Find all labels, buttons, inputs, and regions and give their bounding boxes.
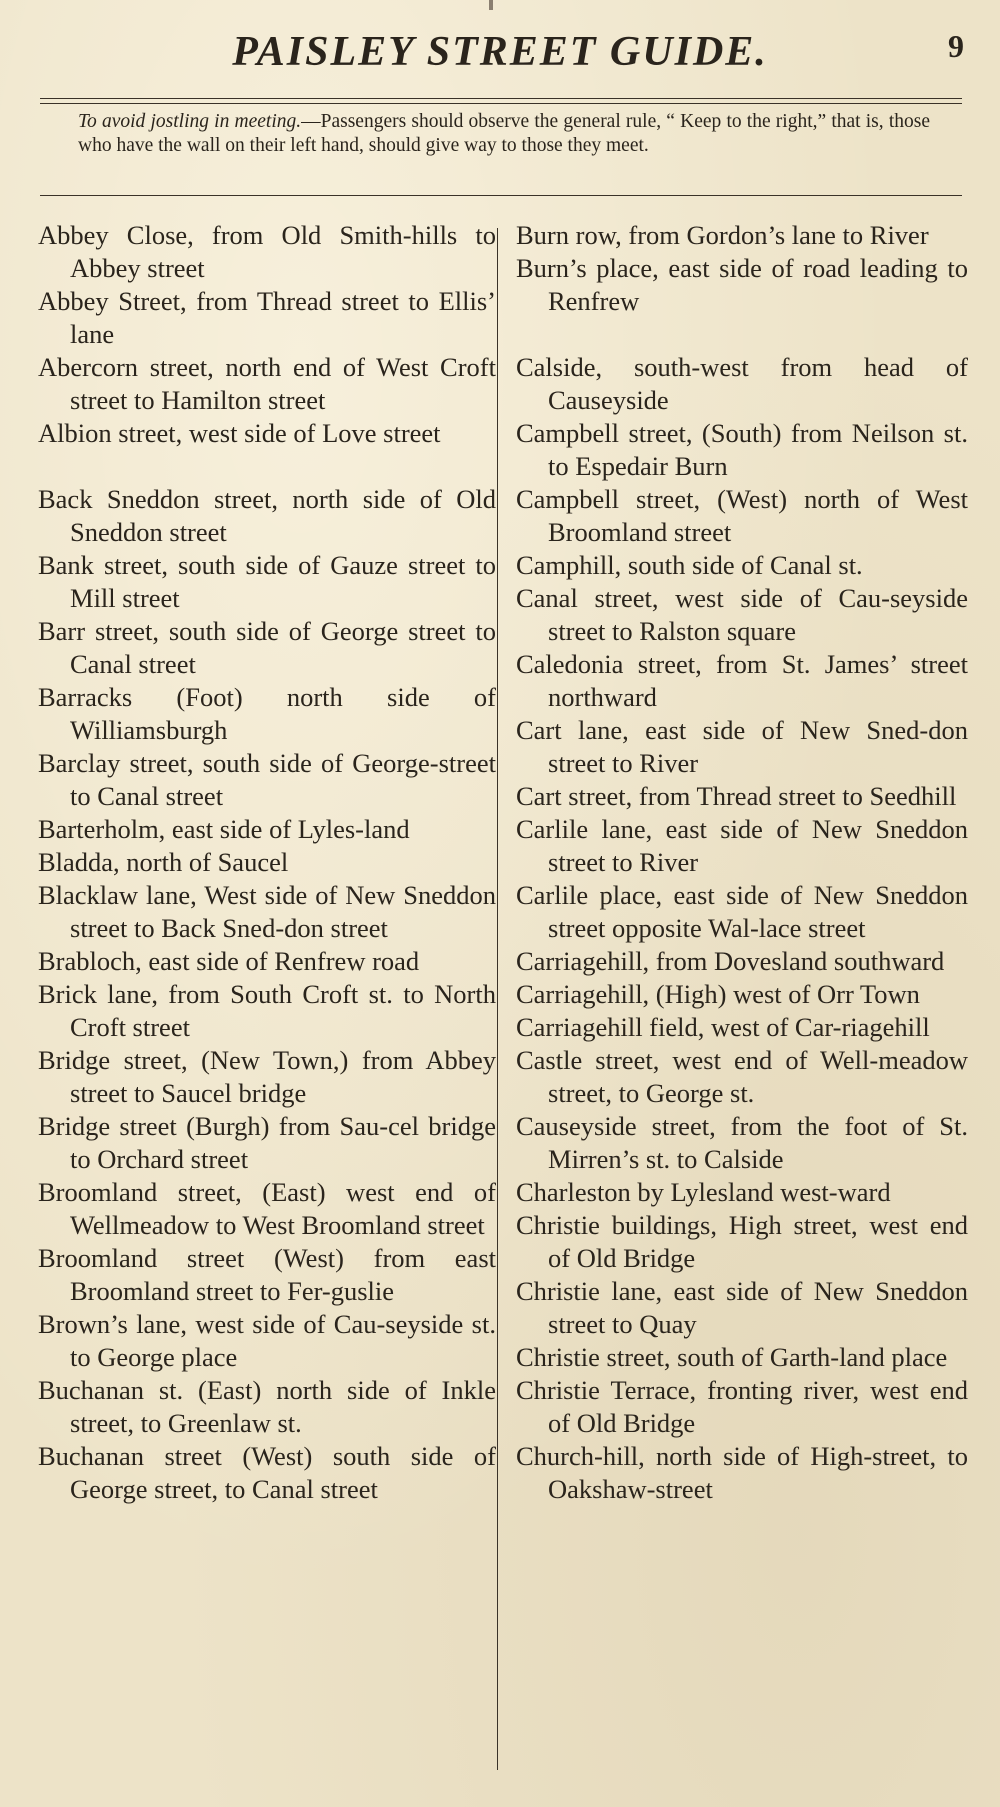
notice-body: —Passengers should observe the general rule, “ Keep to the right,” that is, those who have the wall on their left hand, should give way to those they meet. (78, 111, 930, 156)
street-entry: Barracks (Foot) north side of Williamsburgh (38, 682, 496, 745)
street-entry: Brown’s lane, west side of Cau-seyside st. to George place (38, 1309, 496, 1372)
street-entry: Castle street, west end of Well-meadow street, to George st. (516, 1045, 968, 1108)
street-entry: Carlile lane, east side of New Sneddon street to River (516, 814, 968, 877)
street-entry: Bank street, south side of Gauze street to Mill street (38, 550, 496, 613)
street-entry: Broomland street (West) from east Broomland street to Fer-guslie (38, 1243, 496, 1306)
street-entry: Christie lane, east side of New Sneddon street to Quay (516, 1276, 968, 1339)
street-entry: Burn row, from Gordon’s lane to River (516, 220, 929, 250)
street-entry: Back Sneddon street, north side of Old Sneddon street (38, 484, 496, 547)
left-column (38, 219, 496, 1506)
street-entry: Abercorn street, north end of West Croft street to Hamilton street (38, 352, 496, 415)
street-entry: Abbey Close, from Old Smith-hills to Abbey street (38, 220, 496, 283)
header-rule (40, 98, 962, 99)
street-entry: Blacklaw lane, West side of New Sneddon street to Back Sned-don street (38, 880, 496, 943)
notice-rule (40, 195, 962, 196)
street-entry: Barr street, south side of George street to Canal street (38, 616, 496, 679)
street-entry: Christie street, south of Garth-land place (516, 1342, 948, 1372)
street-entry: Canal street, west side of Cau-seyside street to Ralston square (516, 583, 968, 646)
street-entry: Bridge street, (New Town,) from Abbey street to Saucel bridge (38, 1045, 496, 1108)
street-entry: Carriagehill, from Dovesland southward (516, 946, 945, 976)
street-entry: Church-hill, north side of High-street, to Oakshaw-street (516, 1441, 968, 1504)
street-entry: Camphill, south side of Canal st. (516, 550, 863, 580)
street-entry: Albion street, west side of Love street (38, 418, 441, 448)
street-entry: Brabloch, east side of Renfrew road (38, 946, 420, 976)
street-entry: Carriagehill field, west of Car-riagehill (516, 1012, 930, 1042)
street-entry: Campbell street, (South) from Neilson st. to Espedair Burn (516, 418, 968, 481)
notice-paragraph (78, 110, 930, 158)
street-entry: Broomland street, (East) west end of Wellmeadow to West Broomland street (38, 1177, 496, 1240)
page-edge-mark (489, 0, 493, 10)
header-rule-thin (40, 103, 962, 104)
street-entry: Burn’s place, east side of road leading to Renfrew (516, 253, 968, 316)
street-entry: Buchanan st. (East) north side of Inkle street, to Greenlaw st. (38, 1375, 496, 1438)
street-entry: Christie Terrace, fronting river, west end of Old Bridge (516, 1375, 968, 1438)
right-column (516, 219, 968, 1506)
running-title: PAISLEY STREET GUIDE. (232, 29, 768, 75)
street-entry: Bladda, north of Saucel (38, 847, 289, 877)
street-entry: Barterholm, east side of Lyles-land (38, 814, 410, 844)
notice-lead: To avoid jostling in meeting. (78, 111, 302, 132)
street-entry: Causeyside street, from the foot of St. Mirren’s st. to Calside (516, 1111, 968, 1174)
street-entry: Buchanan street (West) south side of George street, to Canal street (38, 1441, 496, 1504)
page-number: 9 (948, 28, 964, 64)
page-header (0, 22, 1000, 82)
street-entry: Barclay street, south side of George-street to Canal street (38, 748, 496, 811)
street-entry: Cart lane, east side of New Sned-don street to River (516, 715, 968, 778)
street-entry: Bridge street (Burgh) from Sau-cel bridge to Orchard street (38, 1111, 496, 1174)
street-entry: Caledonia street, from St. James’ street northward (516, 649, 968, 712)
street-entry: Brick lane, from South Croft st. to North Croft street (38, 979, 496, 1042)
street-entry: Charleston by Lylesland west-ward (516, 1177, 891, 1207)
street-entry: Abbey Street, from Thread street to Ellis’ lane (38, 286, 496, 349)
street-entry: Campbell street, (West) north of West Broomland street (516, 484, 968, 547)
street-entry: Carlile place, east side of New Sneddon street opposite Wal-lace street (516, 880, 968, 943)
street-entry: Christie buildings, High street, west end of Old Bridge (516, 1210, 968, 1273)
column-divider (497, 228, 498, 1770)
street-entry: Calside, south-west from head of Causeyside (516, 352, 968, 415)
street-entry: Carriagehill, (High) west of Orr Town (516, 979, 920, 1009)
street-entry: Cart street, from Thread street to Seedhill (516, 781, 957, 811)
